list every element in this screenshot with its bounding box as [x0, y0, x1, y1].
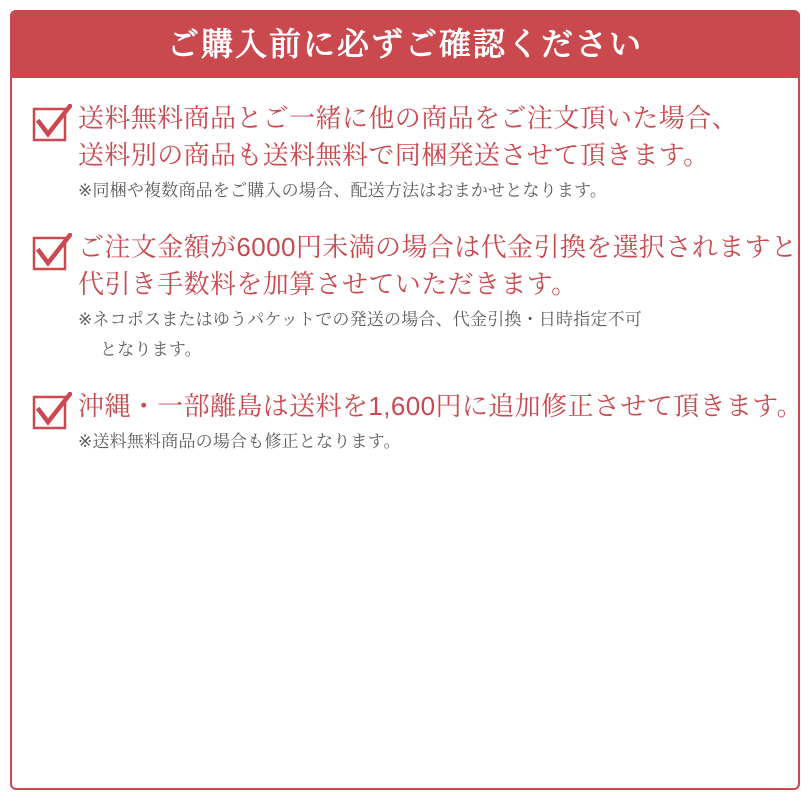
- list-item-sub-line: となります。: [100, 339, 202, 359]
- check-icon: [32, 104, 72, 144]
- list-item-text: [78, 100, 780, 203]
- list-item-sub-line: ※同梱や複数商品をご購入の場合、配送方法はおまかせとなります。: [78, 180, 608, 200]
- list-item-main-line: 送料無料商品とご一緒に他の商品をご注文頂いた場合、: [78, 103, 739, 133]
- list-item-main-line: 代引き手数料を加算させていただきます。: [78, 269, 578, 300]
- list-item-main-line: 送料別の商品も送料無料で同梱発送させて頂きます。: [78, 139, 710, 170]
- list-item-main-line: ご注文金額が6000円未満の場合は代金引換を選択されますと: [78, 232, 798, 263]
- list-item-main-line: 沖縄・一部離島は送料を1,600円に追加修正させて頂きます。: [78, 391, 803, 422]
- list-item-text: [78, 229, 798, 362]
- list-item-sub-line: ※送料無料商品の場合も修正となります。: [78, 432, 401, 452]
- check-icon: [32, 392, 72, 432]
- page-title: ご購入前に必ずご確認ください: [166, 26, 643, 62]
- list-item: [32, 229, 798, 362]
- list-item-sub-line: ※ネコポスまたはゆうパケットでの発送の場合、代金引換・日時指定不可: [78, 310, 642, 330]
- notice-list: [12, 78, 803, 481]
- notice-header: [10, 10, 800, 78]
- notice-card: [10, 10, 803, 790]
- list-item: [32, 100, 780, 203]
- check-icon: [32, 233, 72, 273]
- list-item: [32, 388, 803, 454]
- list-item-text: [78, 388, 803, 454]
